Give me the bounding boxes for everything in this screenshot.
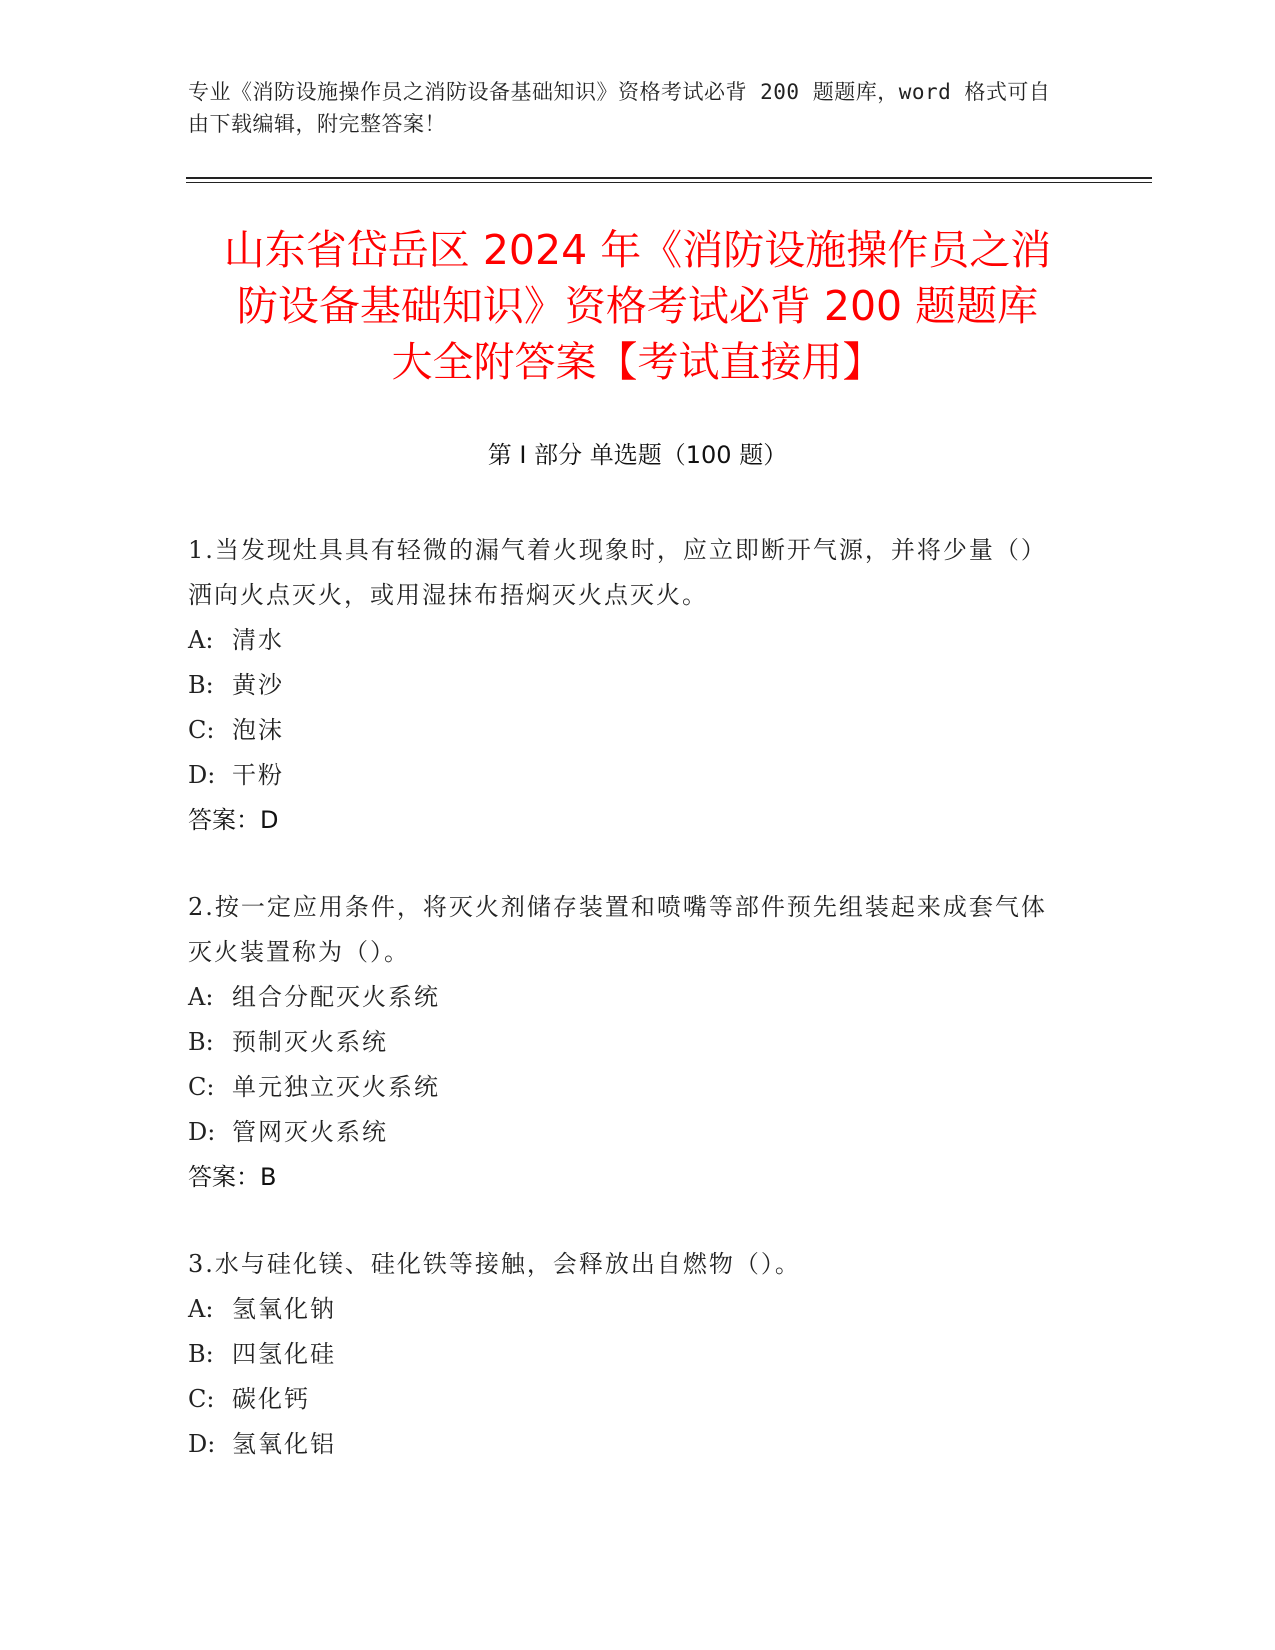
question-list (188, 528, 1068, 1509)
option-letter: A: (188, 983, 214, 1011)
header-divider-thick (186, 177, 1152, 179)
option-b (188, 1332, 1068, 1377)
option-text: 泡沫 (232, 716, 284, 744)
option-b (188, 1020, 1068, 1065)
option-text: 黄沙 (232, 671, 284, 699)
option-b (188, 663, 1068, 708)
answer-line: 答案：B (188, 1163, 277, 1191)
option-c (188, 708, 1068, 753)
question-1 (188, 528, 1068, 843)
option-c (188, 1065, 1068, 1110)
option-text: 清水 (232, 626, 284, 654)
option-letter: D: (188, 1430, 216, 1458)
option-letter: B: (188, 671, 214, 699)
option-text: 氢氧化铝 (232, 1430, 336, 1458)
option-letter: C: (188, 716, 215, 744)
option-text: 组合分配灭火系统 (232, 983, 440, 1011)
title-line-3: 大全附答案【考试直接用】 (391, 338, 884, 386)
option-c (188, 1377, 1068, 1422)
option-a (188, 618, 1068, 663)
question-2 (188, 885, 1068, 1200)
option-text: 干粉 (232, 761, 284, 789)
question-stem: 1.当发现灶具具有轻微的漏气着火现象时，应立即断开气源，并将少量（）洒向火点灭火，或用湿抹布捂焖灭火点灭火。 (188, 536, 1047, 609)
option-letter: A: (188, 626, 214, 654)
option-d (188, 1422, 1068, 1467)
option-text: 单元独立灭火系统 (232, 1073, 440, 1101)
title-line-1: 山东省岱岳区 2024 年《消防设施操作员之消 (223, 226, 1052, 274)
option-text: 预制灭火系统 (232, 1028, 388, 1056)
option-d (188, 1110, 1068, 1155)
option-letter: C: (188, 1073, 215, 1101)
section-title: 第 I 部分 单选题（100 题） (487, 441, 788, 469)
option-letter: A: (188, 1295, 214, 1323)
option-a (188, 975, 1068, 1020)
option-d (188, 753, 1068, 798)
option-text: 氢氧化钠 (232, 1295, 336, 1323)
option-text: 管网灭火系统 (232, 1118, 388, 1146)
option-a (188, 1287, 1068, 1332)
title-line-2: 防设备基础知识》资格考试必背 200 题题库 (236, 282, 1039, 330)
option-text: 四氢化硅 (232, 1340, 336, 1368)
option-letter: D: (188, 1118, 216, 1146)
option-letter: B: (188, 1028, 214, 1056)
question-stem: 2.按一定应用条件，将灭火剂储存装置和喷嘴等部件预先组装起来成套气体灭火装置称为（）。 (188, 893, 1047, 966)
document-title (170, 222, 1105, 390)
option-letter: D: (188, 761, 216, 789)
option-letter: C: (188, 1385, 215, 1413)
header-note: 专业《消防设施操作员之消防设备基础知识》资格考试必背 200 题题库，word 格式可自由下载编辑，附完整答案！ (188, 80, 1051, 136)
option-letter: B: (188, 1340, 214, 1368)
question-3 (188, 1242, 1068, 1467)
option-text: 碳化钙 (232, 1385, 310, 1413)
header-divider-thin (186, 182, 1152, 183)
answer-line: 答案：D (188, 806, 279, 834)
question-stem: 3.水与硅化镁、硅化铁等接触，会释放出自燃物（）。 (188, 1250, 801, 1278)
